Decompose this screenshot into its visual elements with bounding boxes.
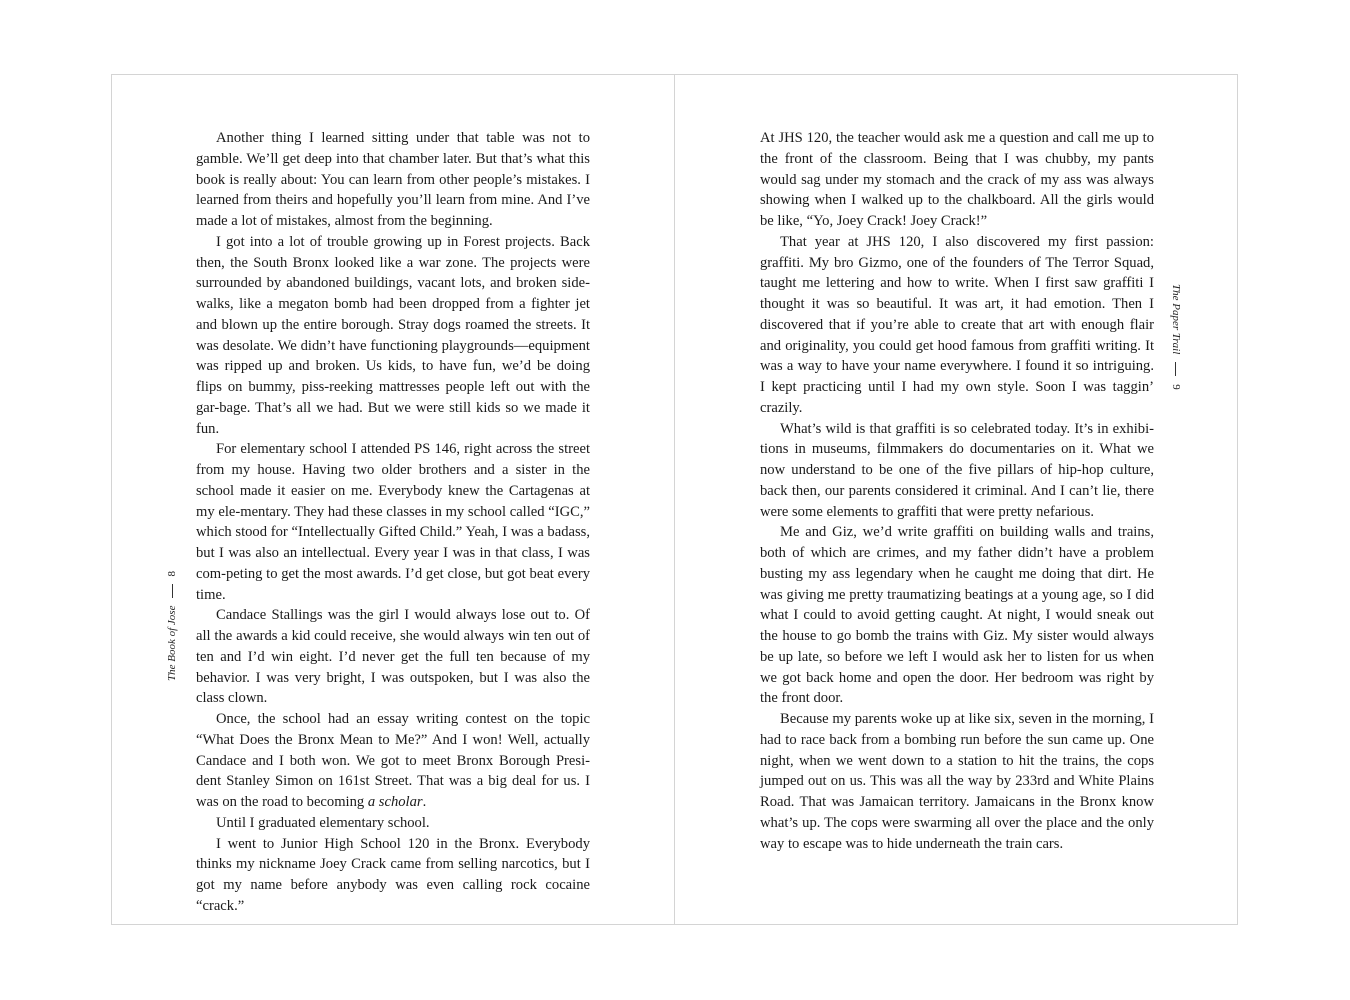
right-page-body — [760, 128, 1154, 854]
paragraph — [196, 709, 590, 813]
paragraph: Candace Stallings was the girl I would always lose out to. Of all the awards a kid could receive, she would always win ten out of ten and I’d win eight. I’d never get the full ten because of my behavior. I was very bright, I was outspoken, but I was also the class clown. — [196, 607, 590, 707]
paragraph: What’s wild is that graffiti is so celebrated today. It’s in exhibi-tions in museums, filmmakers do documentaries on it. What we now understand to be one of the five pillars of hip-hop culture, back then, our parents considered it criminal. And I can’t lie, there were some elements to graffiti that were pretty nefarious. — [760, 420, 1154, 520]
paragraph: For elementary school I attended PS 146, right across the street from my house. Having two older brothers and a sister in the school made it easier on me. Everybody knew the Cartagenas at my ele-mentary. They had these classes in my school called “IGC,” which stood for “Intellectually Gifted Child.” Yeah, I was a badass, but I was also an intellectual. Every year I was in that class, I was com-peting to get the most awards. I’d get close, but got beat every time. — [196, 441, 590, 603]
paragraph: I went to Junior High School 120 in the Bronx. Everybody thinks my nickname Joey Crack came from selling narcotics, but I got my name before anybody was even calling rock cocaine “crack.” — [196, 835, 590, 914]
paragraph: I got into a lot of trouble growing up in Forest projects. Back then, the South Bronx looked like a war zone. The projects were surrounded by abandoned buildings, vacant lots, and broken side-walks, like a megaton bomb had been dropped from a fighter jet and blown up the entire borough. Stray dogs roamed the streets. It was desolate. We didn’t have functioning playgrounds—equipment was ripped up and broken. Us kids, to have fun, we’d be doing flips on bummy, piss-reeking mattresses people left out with the gar-bage. That’s all we had. But we were still kids so we made it fun. — [196, 233, 590, 437]
right-running-head — [1170, 284, 1182, 400]
left-running-head — [166, 571, 178, 681]
paragraph-text: Once, the school had an essay writing contest on the topic “What Does the Bronx Mean to Me?” And I won! Well, actually Candace and I both won. We got to meet Bronx Borough Presi-dent Stanley Simon on 161st Street. That was a big deal for us. I was on the road to becoming — [196, 711, 590, 810]
right-page — [674, 74, 1238, 925]
left-page — [111, 74, 675, 925]
paragraph: Until I graduated elementary school. — [216, 814, 430, 831]
emphasis-text: a scholar — [367, 794, 423, 810]
left-page-body — [196, 128, 590, 917]
book-spread — [111, 74, 1238, 925]
page-number: 8 — [166, 571, 178, 577]
paragraph: Me and Giz, we’d write graffiti on building walls and trains, both of which are crimes, and my father didn’t have a problem busting my ass legendary when he caught me doing that dirt. He was giving me pretty traumatizing beatings at a young age, so I did what I could to avoid getting caught. At night, I would sneak out the house to go bomb the trains with Giz. My sister would always be up late, so before we left I would ask her to listen for us when we got back home and open the door. Her bedroom was right by the front door. — [760, 524, 1154, 707]
paragraph: Because my parents woke up at like six, seven in the morning, I had to race back from a bombing run before the sun came up. One night, when we went down to a station to hit the trains, the cops jumped out on us. This was all the way by 233rd and White Plains Road. That was Jamaican territory. Jamaicans in the Bronx know what’s up. The cops were swarming all over the place and the only way to escape was to hide underneath the train cars. — [760, 711, 1154, 852]
running-head-divider — [1176, 362, 1177, 376]
running-head-divider — [172, 585, 173, 598]
paragraph: That year at JHS 120, I also discovered my first passion: graffiti. My bro Gizmo, one of the founders of The Terror Squad, taught me lettering and how to write. When I first saw graffiti I thought it was so beautiful. It was art, it had emotion. Then I discovered that if you’re able to create that art with enough flair and originality, you could get hood famous from graffiti writing. It was a way to have your name everywhere. I found it so intriguing. I kept practicing until I had my own style. Soon I was taggin’ crazily. — [760, 233, 1154, 416]
running-head-title: The Book of Jose — [166, 605, 178, 681]
paragraph: Another thing I learned sitting under that table was not to gamble. We’ll get deep into that chamber later. But that’s what this book is really about: You can learn from other people’s mistakes. I learned from theirs and hopefully you’ll learn from mine. And I’ve made a lot of mistakes, almost from the beginning. — [196, 130, 590, 229]
paragraph: At JHS 120, the teacher would ask me a question and call me up to the front of the classroom. Being that I was chubby, my pants would sag under my stomach and the crack of my ass was always showing when I walked up to the chalkboard. All the girls would be like, “Yo, Joey Crack! Joey Crack!” — [760, 130, 1154, 229]
running-head-title: The Paper Trail — [1170, 284, 1182, 355]
page-number: 9 — [1170, 384, 1182, 390]
paragraph-text: . — [422, 794, 427, 810]
